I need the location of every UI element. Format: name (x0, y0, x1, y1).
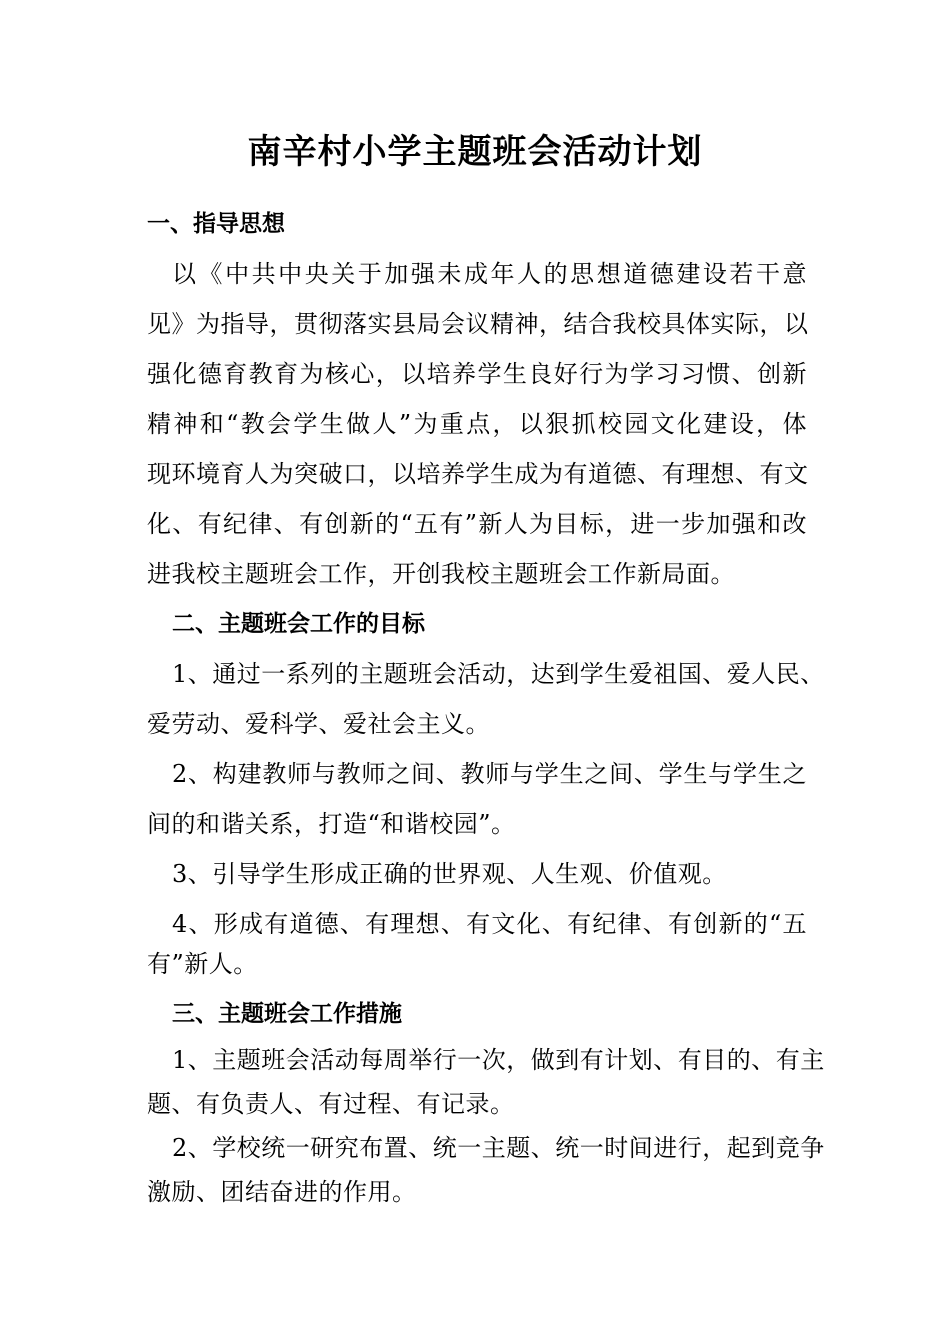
list-item-line: 2、学校统一研究布置、统一主题、统一时间进行，起到竞争 (172, 1134, 825, 1162)
section-heading-guiding-ideology: 一、指导思想 (147, 211, 285, 237)
paragraph-line: 强化德育教育为核心，以培养学生良好行为学习习惯、创新 (147, 360, 807, 388)
paragraph-line: 以《中共中央关于加强未成年人的思想道德建设若干意 (172, 260, 807, 288)
section-heading-measures: 三、主题班会工作措施 (172, 1001, 402, 1027)
paragraph-line: 精神和“教会学生做人”为重点，以狠抓校园文化建设，体 (147, 410, 807, 438)
section-heading-goals: 二、主题班会工作的目标 (172, 611, 425, 637)
list-item-line: 1、主题班会活动每周举行一次，做到有计划、有目的、有主 (172, 1046, 825, 1074)
list-item-line: 题、有负责人、有过程、有记录。 (147, 1090, 515, 1118)
paragraph-line: 化、有纪律、有创新的“五有”新人为目标，进一步加强和改 (147, 510, 807, 538)
paragraph-line: 见》为指导，贯彻落实县局会议精神，结合我校具体实际，以 (147, 310, 809, 338)
document-title: 南辛村小学主题班会活动计划 (247, 132, 703, 172)
paragraph-line: 现环境育人为突破口，以培养学生成为有道德、有理想、有文 (147, 460, 809, 488)
list-item-line: 激励、团结奋进的作用。 (147, 1178, 417, 1206)
list-item-line: 4、形成有道德、有理想、有文化、有纪律、有创新的“五 (172, 910, 807, 938)
list-item-line: 间的和谐关系，打造“和谐校园”。 (147, 810, 516, 838)
list-item-line: 有”新人。 (147, 950, 258, 978)
list-item-line: 爱劳动、爱科学、爱社会主义。 (147, 710, 490, 738)
list-item-line: 1、通过一系列的主题班会活动，达到学生爱祖国、爱人民、 (172, 660, 825, 688)
list-item-line: 3、引导学生形成正确的世界观、人生观、价值观。 (172, 860, 727, 888)
paragraph-line: 进我校主题班会工作，开创我校主题班会工作新局面。 (147, 560, 735, 588)
list-item-line: 2、构建教师与教师之间、教师与学生之间、学生与学生之 (172, 760, 807, 788)
